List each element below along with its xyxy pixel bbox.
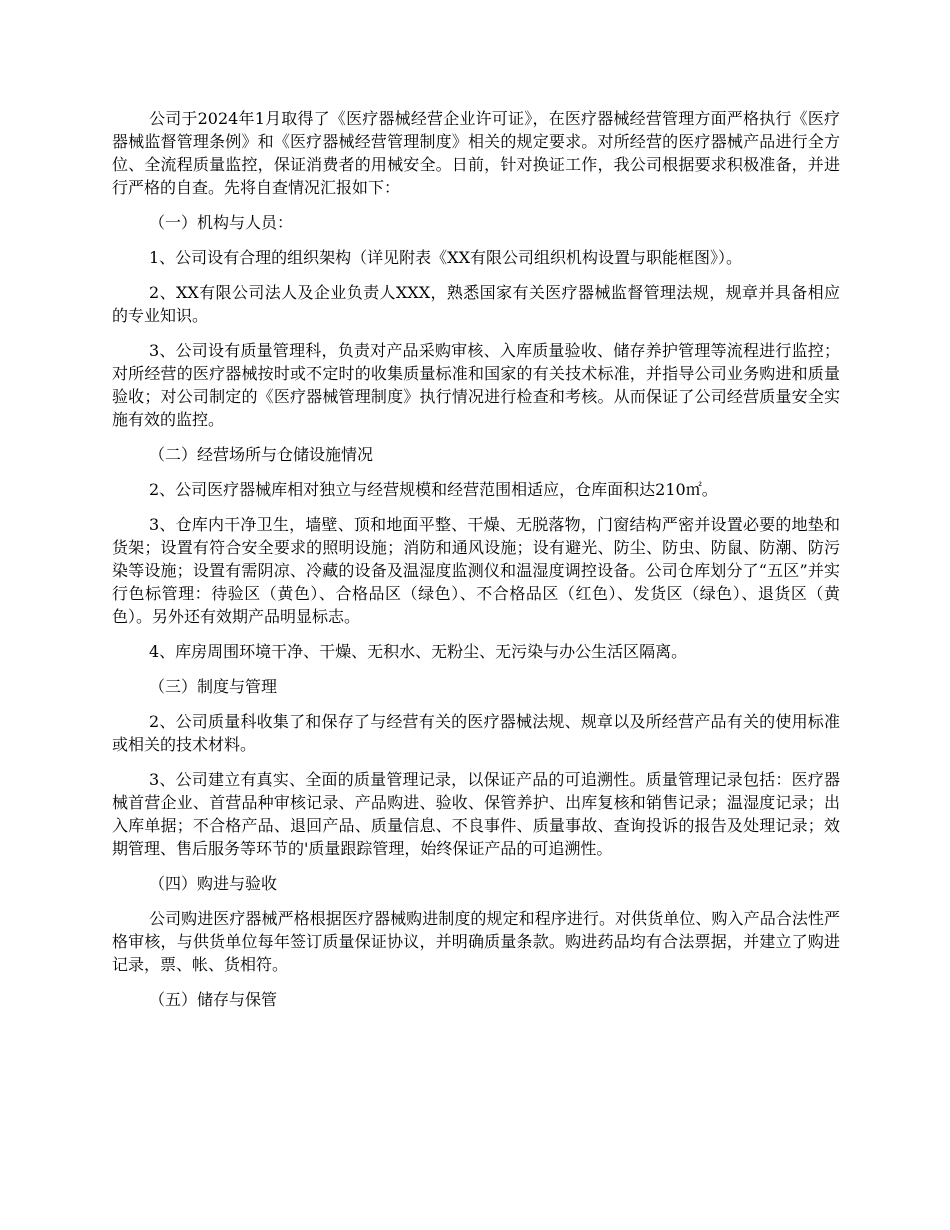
section-heading-purchasing: （四）购进与验收 (149, 874, 278, 893)
intro-paragraph: 公司于2024年1月取得了《医疗器械经营企业许可证》，在医疗器械经营管理方面严格执行《医疗器械监督管理条例》和《医疗器械经营管理制度》相关的规定要求。对所经营的医疗器械产品进行全方位、全流程质量监控，保证消费者的用械安全。日前，针对换证工作，我公司根据要求积极准备，并进行严格的自查。先将自查情况汇报如下： (112, 109, 840, 197)
paragraph: 2、XX有限公司法人及企业负责人XXX，熟悉国家有关医疗器械监督管理法规，规章并具备相应的专业知识。 (112, 283, 840, 325)
paragraph: 2、公司质量科收集了和保存了与经营有关的医疗器械法规、规章以及所经营产品有关的使用标准或相关的技术材料。 (112, 712, 840, 754)
paragraph: 4、库房周围环境干净、干燥、无积水、无粉尘、无污染与办公生活区隔离。 (149, 642, 688, 661)
document-body (112, 107, 840, 1023)
paragraph: 3、公司建立有真实、全面的质量管理记录，以保证产品的可追溯性。质量管理记录包括：医疗器械首营企业、首营品种审核记录、产品购进、验收、保管养护、出库复核和销售记录；温湿度记录；出入库单据；不合格产品、退回产品、质量信息、不良事件、质量事故、查询投诉的报告及处理记录；效期管理、售后服务等环节的'质量跟踪管理，始终保证产品的可追溯性。 (112, 770, 840, 858)
section-heading-facilities: （二）经营场所与仓储设施情况 (149, 445, 374, 464)
paragraph: 1、公司设有合理的组织架构（详见附表《XX有限公司组织机构设置与职能框图》）。 (149, 248, 742, 267)
paragraph: 公司购进医疗器械严格根据医疗器械购进制度的规定和程序进行。对供货单位、购入产品合法性严格审核，与供货单位每年签订质量保证协议，并明确质量条款。购进药品均有合法票据，并建立了购进记录，票、帐、货相符。 (112, 909, 840, 974)
section-heading-management: （三）制度与管理 (149, 677, 278, 696)
section-heading-organization: （一）机构与人员： (149, 213, 294, 232)
section-heading-storage: （五）储存与保管 (149, 990, 278, 1009)
paragraph: 3、公司设有质量管理科，负责对产品采购审核、入库质量验收、储存养护管理等流程进行监控；对所经营的医疗器械按时或不定时的收集质量标准和国家的有关技术标准，并指导公司业务购进和质量验收；对公司制定的《医疗器械管理制度》执行情况进行检查和考核。从而保证了公司经营质量安全实施有效的监控。 (112, 341, 840, 429)
paragraph: 3、仓库内干净卫生，墙壁、顶和地面平整、干燥、无脱落物，门窗结构严密并设置必要的地垫和货架；设置有符合安全要求的照明设施；消防和通风设施；设有避光、防尘、防虫、防鼠、防潮、防污染等设施；设置有需阴凉、冷藏的设备及温湿度监测仪和温湿度调控设备。公司仓库划分了“五区”并实行色标管理：待验区（黄色）、合格品区（绿色）、不合格品区（红色）、发货区（绿色）、退货区（黄色）。另外还有效期产品明显标志。 (112, 515, 840, 626)
paragraph: 2、公司医疗器械库相对独立与经营规模和经营范围相适应，仓库面积达210㎡。 (149, 480, 718, 499)
